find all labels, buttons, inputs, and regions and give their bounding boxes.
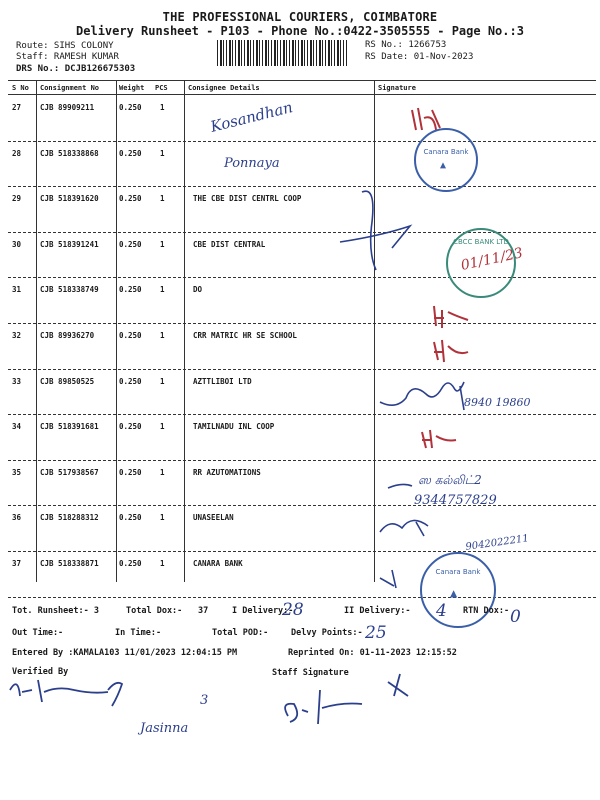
tot-runsheet: Tot. Runsheet:- 3: [12, 606, 99, 616]
stamp-triangle-icon: ▲: [450, 586, 458, 600]
row-weight: 0.250: [119, 103, 142, 112]
row-weight: 0.250: [119, 559, 142, 568]
row37-signature: [380, 570, 396, 588]
row27-signature: [412, 108, 440, 130]
row31-signature: [434, 306, 468, 328]
row-sno: 27: [12, 103, 22, 112]
row-pcs: 1: [160, 376, 165, 386]
col-header-consignee: Consignee Details: [188, 84, 260, 92]
rtn-dox-label: RTN Dox:-: [463, 606, 510, 616]
row-consignment-no: CJB 518288312: [40, 513, 99, 523]
drs-label: DRS No.: DCJB126675303: [16, 64, 136, 74]
total-pod-label: Total POD:-: [212, 628, 269, 638]
ii-delivery-mark: 4: [436, 601, 447, 621]
staff-label: Staff: RAMESH KUMAR: [16, 52, 119, 62]
row-consignee: THE CBE DIST CENTRL COOP: [193, 194, 302, 204]
ii-delivery-label: II Delivery:-: [344, 606, 411, 616]
row-consignment-no: CJB 518391241: [40, 239, 99, 249]
row-weight: 0.250: [119, 239, 142, 249]
row28-handwritten-name: Ponnaya: [224, 156, 280, 171]
bank-stamp-2: CBCC BANK LTD: [446, 228, 516, 298]
row-consignment-no: CJB 518338749: [40, 285, 99, 295]
row-consignee: DO: [193, 285, 203, 295]
row-sno: 36: [12, 513, 22, 523]
row-sno: 28: [12, 148, 22, 158]
row-weight: 0.250: [119, 467, 142, 477]
row-consignee: CANARA BANK: [193, 559, 243, 568]
row-sno: 37: [12, 559, 22, 568]
row-weight: 0.250: [119, 285, 142, 295]
row-pcs: 1: [160, 559, 165, 568]
row-consignment-no: CJB 518391620: [40, 194, 99, 204]
rtn-mark: 0: [510, 607, 521, 627]
rs-no: RS No.: 1266753: [365, 40, 447, 50]
verified-by-signature: [10, 680, 122, 706]
row-sno: 34: [12, 422, 22, 432]
row-consignee: RR AZUTOMATIONS: [193, 467, 261, 477]
company-title: THE PROFESSIONAL COURIERS, COIMBATORE: [162, 10, 438, 24]
row-sno: 35: [12, 467, 22, 477]
row-weight: 0.250: [119, 376, 142, 386]
i-delivery-label: I Delivery:-: [232, 606, 294, 616]
row34-signature: [422, 430, 456, 448]
col-header-consignment: Consignment No: [40, 84, 100, 92]
entered-by: Entered By :KAMALA103 11/01/2023 12:04:15 PM: [12, 648, 238, 658]
row32-signature: [434, 340, 468, 362]
row-weight: 0.250: [119, 513, 142, 523]
col-header-sno: S No: [12, 84, 29, 92]
route-label: Route: SIHS COLONY: [16, 41, 114, 51]
row-pcs: 1: [160, 331, 165, 340]
row33-signature: [380, 382, 464, 410]
reprinted-on: Reprinted On: 01-11-2023 12:15:52: [288, 648, 457, 658]
row-consignment-no: CJB 89850525: [40, 376, 95, 386]
row-sno: 31: [12, 285, 22, 295]
row-consignment-no: CJB 517938567: [40, 467, 99, 477]
row-consignment-no: CJB 89936270: [40, 331, 95, 340]
verified-by-label: Verified By: [12, 667, 69, 677]
row-consignee: AZTTLIBOI LTD: [193, 376, 252, 386]
col-header-weight: Weight: [119, 84, 145, 92]
runsheet-title: Delivery Runsheet - P103 - Phone No.:0422-3505555 - Page No.:3: [76, 24, 524, 38]
points-count: 25: [365, 623, 387, 643]
row35-phone: 9344757829: [414, 493, 497, 508]
bottom-handwritten-name: Jasinna: [140, 721, 189, 736]
bank-stamp-3: Canara Bank ▲: [420, 552, 496, 628]
row35-name-mark: ஸ கல்லிட்2: [418, 473, 482, 487]
delvy-points-label: Delvy Points:-: [291, 628, 363, 638]
row-consignee: UNASEELAN: [193, 513, 234, 523]
row-consignment-no: CJB 518338868: [40, 148, 99, 158]
col-header-pcs: PCS: [155, 84, 168, 92]
row-pcs: 1: [160, 467, 165, 477]
col-header-signature: Signature: [378, 84, 416, 92]
rs-date: RS Date: 01-Nov-2023: [365, 52, 474, 62]
row29-signature: [340, 191, 410, 270]
bank-stamp-1: Canara Bank ▲: [414, 128, 478, 192]
row30-date: 01/11/23: [459, 245, 525, 274]
row-consignment-no: CJB 518391681: [40, 422, 99, 432]
row-consignment-no: CJB 89909211: [40, 103, 95, 112]
row-weight: 0.250: [119, 148, 142, 158]
row-sno: 29: [12, 194, 22, 204]
row-consignment-no: CJB 518338871: [40, 559, 99, 568]
row-weight: 0.250: [119, 422, 142, 432]
row-pcs: 1: [160, 103, 165, 112]
row-weight: 0.250: [119, 331, 142, 340]
staff-signature-label: Staff Signature: [272, 668, 349, 678]
row35-signature: [388, 484, 412, 488]
out-time-label: Out Time:-: [12, 628, 64, 638]
row33-phone: 8940 19860: [464, 396, 531, 409]
row-pcs: 1: [160, 194, 165, 204]
row-pcs: 1: [160, 239, 165, 249]
total-dox-value: 37: [198, 606, 209, 616]
row-sno: 30: [12, 239, 22, 249]
row-sno: 33: [12, 376, 22, 386]
row-consignee: CRR MATRIC HR SE SCHOOL: [193, 331, 297, 340]
bottom-mark: 3: [200, 693, 209, 708]
row-pcs: 1: [160, 148, 165, 158]
row-consignee: TAMILNADU INL COOP: [193, 422, 275, 432]
staff-signature-mark: [285, 674, 408, 724]
row36-phone: 9042022211: [464, 533, 530, 553]
row-pcs: 1: [160, 422, 165, 432]
row27-handwritten-name: Kosandhan: [208, 98, 295, 136]
in-time-label: In Time:-: [115, 628, 162, 638]
row-pcs: 1: [160, 285, 165, 295]
total-dox-label: Total Dox:-: [126, 606, 183, 616]
row-pcs: 1: [160, 513, 165, 523]
row-weight: 0.250: [119, 194, 142, 204]
row36-signature: [380, 520, 428, 536]
stamp-triangle-icon: ▲: [440, 160, 447, 171]
delivered-count: 28: [282, 600, 304, 620]
row-consignee: CBE DIST CENTRAL: [193, 239, 266, 249]
row-sno: 32: [12, 331, 22, 340]
